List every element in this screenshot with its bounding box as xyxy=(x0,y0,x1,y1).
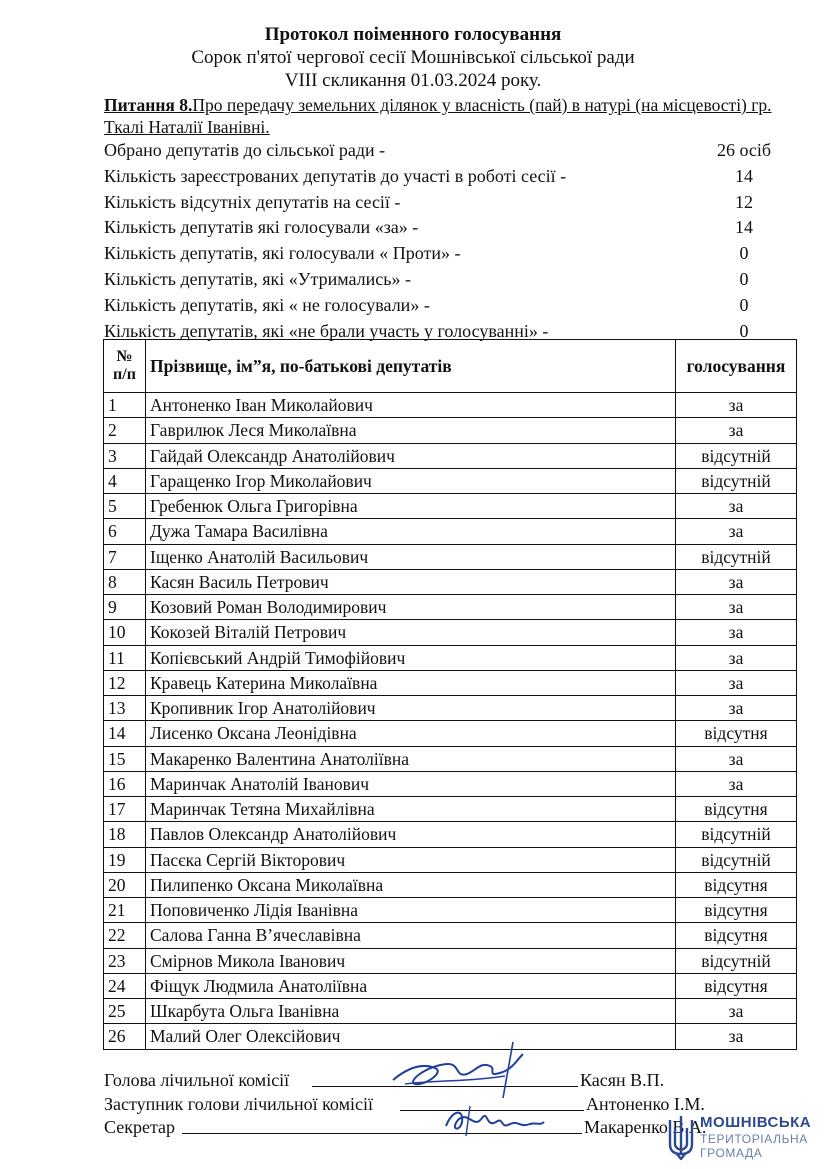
vote-result: відсутній xyxy=(676,468,797,493)
vote-result: відсутній xyxy=(676,443,797,468)
vote-result: за xyxy=(676,620,797,645)
session-subtitle: Сорок п'ятої чергової сесії Мошнівської сільської ради xyxy=(191,47,635,68)
stat-label: Кількість депутатів, які « не голосували» - xyxy=(104,294,430,315)
vote-result: за xyxy=(676,519,797,544)
agenda-question xyxy=(104,94,804,138)
deputy-name: Гайдай Олександр Анатолійович xyxy=(146,443,676,468)
stat-row xyxy=(104,267,804,293)
deputy-name: Шкарбута Ольга Іванівна xyxy=(146,999,676,1024)
vote-result: відсутній xyxy=(676,822,797,847)
stat-value: 12 xyxy=(735,191,753,212)
deputy-name: Смірнов Микола Іванович xyxy=(146,948,676,973)
vote-result: за xyxy=(676,393,797,418)
stat-row xyxy=(104,215,804,241)
stat-value: 14 xyxy=(735,165,753,186)
stat-row xyxy=(104,138,804,164)
stat-label: Обрано депутатів до сільської ради - xyxy=(104,140,386,160)
vote-result: відсутня xyxy=(676,898,797,923)
row-number: 15 xyxy=(104,746,146,771)
table-row xyxy=(104,746,797,771)
vote-statistics xyxy=(104,138,804,344)
table-row xyxy=(104,948,797,973)
row-number: 3 xyxy=(104,443,146,468)
vote-result: відсутня xyxy=(676,923,797,948)
vote-result: відсутній xyxy=(676,544,797,569)
question-number: Питання 8. xyxy=(104,95,193,115)
vote-result: за xyxy=(676,746,797,771)
stat-value: 0 xyxy=(739,294,749,315)
deputy-name: Гаврилюк Леся Миколаївна xyxy=(146,418,676,443)
row-number: 12 xyxy=(104,670,146,695)
table-body xyxy=(104,393,797,1050)
row-number: 17 xyxy=(104,797,146,822)
vote-result: за xyxy=(676,696,797,721)
table-row xyxy=(104,999,797,1024)
logo-line-3: ГРОМАДА xyxy=(700,1146,763,1160)
chair-handwritten-signature xyxy=(385,1040,535,1100)
document-title: Протокол поіменного голосування xyxy=(264,24,562,45)
header-name: Прізвище, ім”я, по-батькові депутатів xyxy=(146,340,676,393)
table-row xyxy=(104,923,797,948)
header-vote: голосування xyxy=(676,340,797,393)
table-row xyxy=(104,847,797,872)
stat-label: Кількість зареєстрованих депутатів до участі в роботі сесії - xyxy=(104,165,567,186)
row-number: 9 xyxy=(104,595,146,620)
stat-label: Кількість депутатів, які «Утримались» - xyxy=(104,268,411,289)
secretary-label: Секретар xyxy=(104,1117,176,1137)
row-number: 4 xyxy=(104,468,146,493)
vote-result: за xyxy=(676,494,797,519)
row-number: 19 xyxy=(104,847,146,872)
stat-row xyxy=(104,241,804,267)
table-row xyxy=(104,418,797,443)
vote-result: за xyxy=(676,645,797,670)
chair-label: Голова лічильної комісії xyxy=(104,1070,290,1090)
deputy-name: Поповиченко Лідія Іванівна xyxy=(146,898,676,923)
deputy-name: Павлов Олександр Анатолійович xyxy=(146,822,676,847)
row-number: 22 xyxy=(104,923,146,948)
table-row xyxy=(104,519,797,544)
deputy-name: Лисенко Оксана Леонідівна xyxy=(146,721,676,746)
stat-value: 26 осіб xyxy=(716,140,772,160)
deputy-name: Маринчак Анатолій Іванович xyxy=(146,771,676,796)
table-row xyxy=(104,620,797,645)
row-number: 25 xyxy=(104,999,146,1024)
row-number: 23 xyxy=(104,948,146,973)
row-number: 1 xyxy=(104,393,146,418)
vote-result: за xyxy=(676,569,797,594)
vote-result: відсутня xyxy=(676,872,797,897)
table-row xyxy=(104,822,797,847)
secretary-handwritten-signature xyxy=(440,1100,550,1140)
logo-line-2: ТЕРИТОРІАЛЬНА xyxy=(700,1132,808,1146)
table-row xyxy=(104,797,797,822)
secretary-name: Макаренко В.А. xyxy=(584,1117,707,1137)
row-number: 7 xyxy=(104,544,146,569)
stat-row xyxy=(104,164,804,190)
deputy-name: Маринчак Тетяна Михайлівна xyxy=(146,797,676,822)
vote-result: за xyxy=(676,670,797,695)
table-row xyxy=(104,494,797,519)
deputy-name: Макаренко Валентина Анатоліївна xyxy=(146,746,676,771)
deputy-name: Дужа Тамара Василівна xyxy=(146,519,676,544)
deputy-name: Антоненко Іван Миколайович xyxy=(146,393,676,418)
question-text: Про передачу земельних ділянок у власність (пай) в натурі (на місцевості) гр. Ткалі Наталії Іванівні. xyxy=(104,95,772,137)
chair-name: Касян В.П. xyxy=(580,1070,665,1090)
row-number: 13 xyxy=(104,696,146,721)
logo-line-1: МОШНІВСЬКА xyxy=(700,1114,812,1131)
vote-result: відсутній xyxy=(676,948,797,973)
vote-result: за xyxy=(676,595,797,620)
stat-label: Кількість депутатів, які «не брали участь у голосуванні» - xyxy=(104,320,549,341)
deputy-name: Пилипенко Оксана Миколаївна xyxy=(146,872,676,897)
deputy-name: Антоненко І.М. xyxy=(586,1094,705,1114)
table-row xyxy=(104,569,797,594)
row-number: 16 xyxy=(104,771,146,796)
table-row xyxy=(104,670,797,695)
deputy-name: Копієвський Андрій Тимофійович xyxy=(146,645,676,670)
deputy-name: Кокозей Віталій Петрович xyxy=(146,620,676,645)
table-header-row xyxy=(104,340,797,393)
table-row xyxy=(104,468,797,493)
stat-label: Кількість відсутніх депутатів на сесії - xyxy=(104,191,401,212)
stat-row xyxy=(104,293,804,319)
vote-result: відсутній xyxy=(676,847,797,872)
deputy-name: Гребенюк Ольга Григорівна xyxy=(146,494,676,519)
deputy-name: Касян Василь Петрович xyxy=(146,569,676,594)
vote-result: за xyxy=(676,771,797,796)
row-number: 2 xyxy=(104,418,146,443)
table-row xyxy=(104,973,797,998)
row-number: 5 xyxy=(104,494,146,519)
stat-label: Кількість депутатів які голосували «за» - xyxy=(104,217,419,238)
row-number: 18 xyxy=(104,822,146,847)
vote-result: відсутня xyxy=(676,973,797,998)
row-number: 24 xyxy=(104,973,146,998)
table-row xyxy=(104,771,797,796)
roll-call-table xyxy=(103,339,797,1050)
row-number: 14 xyxy=(104,721,146,746)
deputy-name: Кропивник Ігор Анатолійович xyxy=(146,696,676,721)
deputy-name: Гаращенко Ігор Миколайович xyxy=(146,468,676,493)
row-number: 26 xyxy=(104,1024,146,1049)
deputy-name: Кравець Катерина Миколаївна xyxy=(146,670,676,695)
table-row xyxy=(104,645,797,670)
deputy-name: Пасєка Сергій Вікторович xyxy=(146,847,676,872)
table-row xyxy=(104,544,797,569)
deputy-label: Заступник голови лічильної комісії xyxy=(104,1094,373,1114)
header-number: № п/п xyxy=(104,340,146,393)
deputy-name: Іщенко Анатолій Васильович xyxy=(146,544,676,569)
stat-value: 0 xyxy=(739,268,749,289)
deputy-name: Салова Ганна В’ячеславівна xyxy=(146,923,676,948)
convocation-date: VIII скликання 01.03.2024 року. xyxy=(284,70,542,91)
row-number: 10 xyxy=(104,620,146,645)
vote-result: за xyxy=(676,418,797,443)
vote-result: відсутня xyxy=(676,797,797,822)
table-row xyxy=(104,721,797,746)
table-row xyxy=(104,443,797,468)
stat-row xyxy=(104,190,804,216)
table-row xyxy=(104,898,797,923)
deputy-name: Фіщук Людмила Анатоліївна xyxy=(146,973,676,998)
stat-label: Кількість депутатів, які голосували « Проти» - xyxy=(104,243,461,264)
community-logo xyxy=(666,1112,816,1164)
row-number: 8 xyxy=(104,569,146,594)
table-row xyxy=(104,595,797,620)
row-number: 20 xyxy=(104,872,146,897)
row-number: 11 xyxy=(104,645,146,670)
row-number: 21 xyxy=(104,898,146,923)
vote-result: за xyxy=(676,999,797,1024)
trident-icon xyxy=(666,1114,696,1160)
table-row xyxy=(104,872,797,897)
stat-value: 14 xyxy=(735,217,753,238)
deputy-name: Малий Олег Олексійович xyxy=(146,1024,676,1049)
stat-value: 0 xyxy=(739,243,749,264)
table-row xyxy=(104,393,797,418)
deputy-name: Козовий Роман Володимирович xyxy=(146,595,676,620)
vote-result: за xyxy=(676,1024,797,1049)
vote-result: відсутня xyxy=(676,721,797,746)
row-number: 6 xyxy=(104,519,146,544)
table-row xyxy=(104,696,797,721)
stat-value: 0 xyxy=(739,320,749,341)
